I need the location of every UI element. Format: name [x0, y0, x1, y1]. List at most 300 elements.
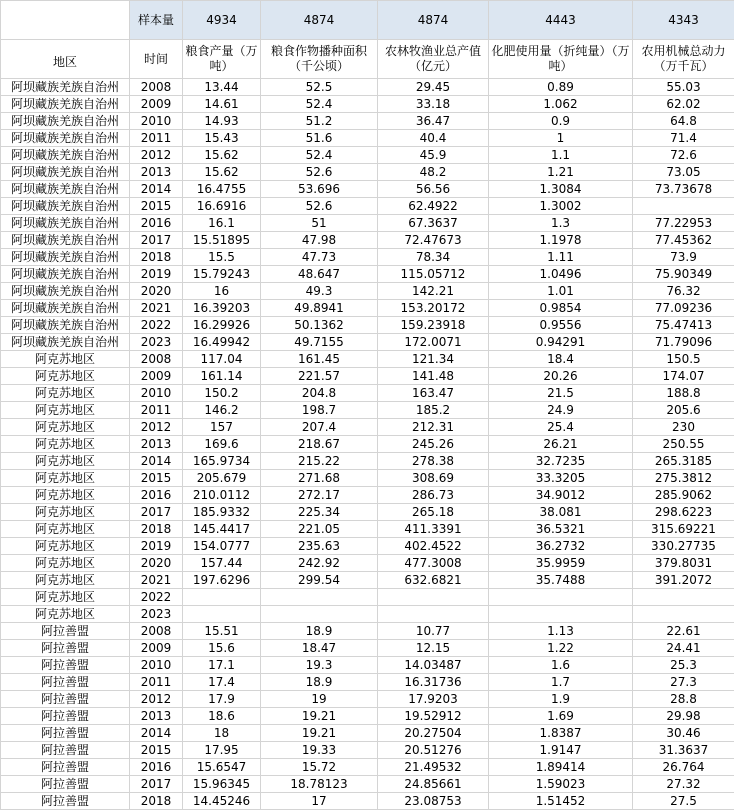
sown-area-cell[interactable]: 18.9 — [261, 623, 378, 640]
agri-output-value-cell[interactable]: 632.6821 — [378, 572, 489, 589]
agri-output-value-cell[interactable]: 10.77 — [378, 623, 489, 640]
grain-output-cell[interactable]: 15.79243 — [183, 266, 261, 283]
sown-area-cell[interactable]: 161.45 — [261, 351, 378, 368]
agri-output-value-cell[interactable]: 411.3391 — [378, 521, 489, 538]
agri-output-value-cell[interactable]: 17.9203 — [378, 691, 489, 708]
sown-area-cell[interactable]: 198.7 — [261, 402, 378, 419]
header-grain-output[interactable]: 粮食产量（万吨） — [183, 40, 261, 79]
agri-output-value-cell[interactable]: 78.34 — [378, 249, 489, 266]
year-cell[interactable]: 2018 — [130, 793, 183, 810]
sown-area-cell[interactable]: 242.92 — [261, 555, 378, 572]
machinery-power-cell[interactable]: 25.3 — [633, 657, 734, 674]
agri-output-value-cell[interactable]: 185.2 — [378, 402, 489, 419]
year-cell[interactable]: 2022 — [130, 589, 183, 606]
agri-output-value-cell[interactable]: 477.3008 — [378, 555, 489, 572]
grain-output-cell[interactable]: 16.6916 — [183, 198, 261, 215]
sown-area-cell[interactable]: 19.21 — [261, 725, 378, 742]
grain-output-cell[interactable]: 154.0777 — [183, 538, 261, 555]
agri-output-value-cell[interactable]: 21.49532 — [378, 759, 489, 776]
year-cell[interactable]: 2011 — [130, 130, 183, 147]
region-cell[interactable]: 阿拉善盟 — [1, 657, 130, 674]
grain-output-cell[interactable]: 15.6 — [183, 640, 261, 657]
year-cell[interactable]: 2022 — [130, 317, 183, 334]
sown-area-cell[interactable]: 49.7155 — [261, 334, 378, 351]
sown-area-cell[interactable]: 19.3 — [261, 657, 378, 674]
year-cell[interactable]: 2010 — [130, 385, 183, 402]
machinery-power-cell[interactable]: 71.4 — [633, 130, 734, 147]
machinery-power-cell[interactable]: 205.6 — [633, 402, 734, 419]
agri-output-value-cell[interactable]: 286.73 — [378, 487, 489, 504]
region-cell[interactable]: 阿坝藏族羌族自治州 — [1, 300, 130, 317]
region-cell[interactable]: 阿拉善盟 — [1, 691, 130, 708]
sown-area-cell[interactable]: 50.1362 — [261, 317, 378, 334]
fertilizer-cell[interactable]: 1.11 — [489, 249, 633, 266]
region-cell[interactable]: 阿克苏地区 — [1, 487, 130, 504]
year-cell[interactable]: 2013 — [130, 436, 183, 453]
region-cell[interactable]: 阿坝藏族羌族自治州 — [1, 249, 130, 266]
fertilizer-cell[interactable]: 1.89414 — [489, 759, 633, 776]
fertilizer-cell[interactable]: 24.9 — [489, 402, 633, 419]
grain-output-cell[interactable]: 197.6296 — [183, 572, 261, 589]
grain-output-cell[interactable]: 157 — [183, 419, 261, 436]
region-cell[interactable]: 阿坝藏族羌族自治州 — [1, 266, 130, 283]
agri-output-value-cell[interactable]: 12.15 — [378, 640, 489, 657]
sample-count-fertilizer[interactable]: 4443 — [489, 1, 633, 40]
year-cell[interactable]: 2021 — [130, 572, 183, 589]
grain-output-cell[interactable]: 16 — [183, 283, 261, 300]
year-cell[interactable]: 2015 — [130, 742, 183, 759]
machinery-power-cell[interactable]: 55.03 — [633, 79, 734, 96]
year-cell[interactable]: 2012 — [130, 147, 183, 164]
region-cell[interactable]: 阿克苏地区 — [1, 589, 130, 606]
machinery-power-cell[interactable] — [633, 589, 734, 606]
grain-output-cell[interactable]: 205.679 — [183, 470, 261, 487]
sown-area-cell[interactable]: 53.696 — [261, 181, 378, 198]
fertilizer-cell[interactable]: 0.9854 — [489, 300, 633, 317]
region-cell[interactable]: 阿坝藏族羌族自治州 — [1, 79, 130, 96]
sown-area-cell[interactable] — [261, 606, 378, 623]
agri-output-value-cell[interactable]: 265.18 — [378, 504, 489, 521]
machinery-power-cell[interactable]: 22.61 — [633, 623, 734, 640]
fertilizer-cell[interactable]: 1.01 — [489, 283, 633, 300]
machinery-power-cell[interactable]: 230 — [633, 419, 734, 436]
year-cell[interactable]: 2014 — [130, 181, 183, 198]
machinery-power-cell[interactable]: 315.69221 — [633, 521, 734, 538]
fertilizer-cell[interactable] — [489, 606, 633, 623]
sown-area-cell[interactable]: 299.54 — [261, 572, 378, 589]
sown-area-cell[interactable]: 51.2 — [261, 113, 378, 130]
grain-output-cell[interactable]: 17.1 — [183, 657, 261, 674]
machinery-power-cell[interactable] — [633, 606, 734, 623]
sown-area-cell[interactable]: 271.68 — [261, 470, 378, 487]
year-cell[interactable]: 2016 — [130, 215, 183, 232]
grain-output-cell[interactable]: 18 — [183, 725, 261, 742]
fertilizer-cell[interactable]: 1.0496 — [489, 266, 633, 283]
region-cell[interactable]: 阿拉善盟 — [1, 793, 130, 810]
fertilizer-cell[interactable]: 0.94291 — [489, 334, 633, 351]
grain-output-cell[interactable]: 210.0112 — [183, 487, 261, 504]
agri-output-value-cell[interactable]: 163.47 — [378, 385, 489, 402]
sample-count-machinery-power[interactable]: 4343 — [633, 1, 734, 40]
region-cell[interactable]: 阿克苏地区 — [1, 385, 130, 402]
machinery-power-cell[interactable]: 73.73678 — [633, 181, 734, 198]
agri-output-value-cell[interactable]: 172.0071 — [378, 334, 489, 351]
machinery-power-cell[interactable]: 330.27735 — [633, 538, 734, 555]
year-cell[interactable]: 2010 — [130, 657, 183, 674]
agri-output-value-cell[interactable]: 19.52912 — [378, 708, 489, 725]
year-cell[interactable]: 2018 — [130, 249, 183, 266]
fertilizer-cell[interactable]: 26.21 — [489, 436, 633, 453]
agri-output-value-cell[interactable]: 308.69 — [378, 470, 489, 487]
fertilizer-cell[interactable]: 1.3002 — [489, 198, 633, 215]
header-agri-output-value[interactable]: 农林牧渔业总产值（亿元） — [378, 40, 489, 79]
grain-output-cell[interactable]: 161.14 — [183, 368, 261, 385]
fertilizer-cell[interactable]: 1.6 — [489, 657, 633, 674]
header-region[interactable]: 地区 — [1, 40, 130, 79]
machinery-power-cell[interactable]: 73.9 — [633, 249, 734, 266]
machinery-power-cell[interactable]: 298.6223 — [633, 504, 734, 521]
grain-output-cell[interactable]: 14.45246 — [183, 793, 261, 810]
agri-output-value-cell[interactable]: 20.27504 — [378, 725, 489, 742]
year-cell[interactable]: 2017 — [130, 504, 183, 521]
sown-area-cell[interactable]: 215.22 — [261, 453, 378, 470]
sown-area-cell[interactable]: 15.72 — [261, 759, 378, 776]
agri-output-value-cell[interactable]: 29.45 — [378, 79, 489, 96]
sample-count-agri-output-value[interactable]: 4874 — [378, 1, 489, 40]
grain-output-cell[interactable] — [183, 589, 261, 606]
region-cell[interactable]: 阿坝藏族羌族自治州 — [1, 232, 130, 249]
fertilizer-cell[interactable]: 18.4 — [489, 351, 633, 368]
region-cell[interactable]: 阿坝藏族羌族自治州 — [1, 334, 130, 351]
agri-output-value-cell[interactable]: 141.48 — [378, 368, 489, 385]
region-cell[interactable]: 阿坝藏族羌族自治州 — [1, 130, 130, 147]
fertilizer-cell[interactable] — [489, 589, 633, 606]
header-year[interactable]: 时间 — [130, 40, 183, 79]
grain-output-cell[interactable]: 16.49942 — [183, 334, 261, 351]
fertilizer-cell[interactable]: 1.13 — [489, 623, 633, 640]
year-cell[interactable]: 2019 — [130, 538, 183, 555]
year-cell[interactable]: 2015 — [130, 198, 183, 215]
year-cell[interactable]: 2013 — [130, 164, 183, 181]
header-fertilizer[interactable]: 化肥使用量（折纯量）（万吨） — [489, 40, 633, 79]
machinery-power-cell[interactable]: 75.90349 — [633, 266, 734, 283]
machinery-power-cell[interactable]: 24.41 — [633, 640, 734, 657]
sown-area-cell[interactable]: 47.73 — [261, 249, 378, 266]
agri-output-value-cell[interactable]: 36.47 — [378, 113, 489, 130]
sown-area-cell[interactable]: 19 — [261, 691, 378, 708]
grain-output-cell[interactable]: 17.95 — [183, 742, 261, 759]
region-cell[interactable]: 阿克苏地区 — [1, 419, 130, 436]
fertilizer-cell[interactable]: 1.9 — [489, 691, 633, 708]
grain-output-cell[interactable]: 16.39203 — [183, 300, 261, 317]
machinery-power-cell[interactable]: 28.8 — [633, 691, 734, 708]
year-cell[interactable]: 2016 — [130, 487, 183, 504]
machinery-power-cell[interactable]: 275.3812 — [633, 470, 734, 487]
machinery-power-cell[interactable]: 174.07 — [633, 368, 734, 385]
fertilizer-cell[interactable]: 1.21 — [489, 164, 633, 181]
fertilizer-cell[interactable]: 38.081 — [489, 504, 633, 521]
sown-area-cell[interactable] — [261, 589, 378, 606]
sown-area-cell[interactable]: 47.98 — [261, 232, 378, 249]
year-cell[interactable]: 2008 — [130, 79, 183, 96]
machinery-power-cell[interactable]: 27.5 — [633, 793, 734, 810]
fertilizer-cell[interactable]: 35.9959 — [489, 555, 633, 572]
grain-output-cell[interactable]: 150.2 — [183, 385, 261, 402]
fertilizer-cell[interactable]: 1.8387 — [489, 725, 633, 742]
sown-area-cell[interactable]: 49.8941 — [261, 300, 378, 317]
fertilizer-cell[interactable]: 1.51452 — [489, 793, 633, 810]
sown-area-cell[interactable]: 225.34 — [261, 504, 378, 521]
sown-area-cell[interactable]: 19.21 — [261, 708, 378, 725]
agri-output-value-cell[interactable]: 153.20172 — [378, 300, 489, 317]
region-cell[interactable]: 阿克苏地区 — [1, 368, 130, 385]
region-cell[interactable]: 阿拉善盟 — [1, 674, 130, 691]
machinery-power-cell[interactable]: 27.3 — [633, 674, 734, 691]
machinery-power-cell[interactable]: 29.98 — [633, 708, 734, 725]
fertilizer-cell[interactable]: 20.26 — [489, 368, 633, 385]
grain-output-cell[interactable]: 15.43 — [183, 130, 261, 147]
year-cell[interactable]: 2014 — [130, 453, 183, 470]
agri-output-value-cell[interactable]: 115.05712 — [378, 266, 489, 283]
grain-output-cell[interactable]: 15.62 — [183, 164, 261, 181]
year-cell[interactable]: 2009 — [130, 640, 183, 657]
region-cell[interactable]: 阿坝藏族羌族自治州 — [1, 198, 130, 215]
agri-output-value-cell[interactable]: 23.08753 — [378, 793, 489, 810]
machinery-power-cell[interactable]: 30.46 — [633, 725, 734, 742]
region-cell[interactable]: 阿克苏地区 — [1, 504, 130, 521]
machinery-power-cell[interactable]: 27.32 — [633, 776, 734, 793]
fertilizer-cell[interactable]: 1.22 — [489, 640, 633, 657]
grain-output-cell[interactable]: 15.96345 — [183, 776, 261, 793]
machinery-power-cell[interactable]: 72.6 — [633, 147, 734, 164]
fertilizer-cell[interactable]: 0.89 — [489, 79, 633, 96]
grain-output-cell[interactable]: 185.9332 — [183, 504, 261, 521]
region-cell[interactable]: 阿坝藏族羌族自治州 — [1, 283, 130, 300]
agri-output-value-cell[interactable]: 48.2 — [378, 164, 489, 181]
agri-output-value-cell[interactable]: 121.34 — [378, 351, 489, 368]
grain-output-cell[interactable]: 16.1 — [183, 215, 261, 232]
year-cell[interactable]: 2012 — [130, 691, 183, 708]
machinery-power-cell[interactable]: 77.09236 — [633, 300, 734, 317]
agri-output-value-cell[interactable]: 159.23918 — [378, 317, 489, 334]
fertilizer-cell[interactable]: 36.2732 — [489, 538, 633, 555]
machinery-power-cell[interactable]: 150.5 — [633, 351, 734, 368]
region-cell[interactable]: 阿拉善盟 — [1, 742, 130, 759]
sown-area-cell[interactable]: 49.3 — [261, 283, 378, 300]
grain-output-cell[interactable]: 14.93 — [183, 113, 261, 130]
fertilizer-cell[interactable]: 1.7 — [489, 674, 633, 691]
region-cell[interactable]: 阿克苏地区 — [1, 606, 130, 623]
year-cell[interactable]: 2021 — [130, 300, 183, 317]
region-cell[interactable]: 阿拉善盟 — [1, 725, 130, 742]
fertilizer-cell[interactable]: 1.69 — [489, 708, 633, 725]
grain-output-cell[interactable]: 17.4 — [183, 674, 261, 691]
year-cell[interactable]: 2011 — [130, 674, 183, 691]
year-cell[interactable]: 2016 — [130, 759, 183, 776]
machinery-power-cell[interactable]: 391.2072 — [633, 572, 734, 589]
year-cell[interactable]: 2015 — [130, 470, 183, 487]
fertilizer-cell[interactable]: 1.3 — [489, 215, 633, 232]
region-cell[interactable]: 阿克苏地区 — [1, 470, 130, 487]
fertilizer-cell[interactable]: 1.9147 — [489, 742, 633, 759]
machinery-power-cell[interactable]: 188.8 — [633, 385, 734, 402]
sample-count-grain-output[interactable]: 4934 — [183, 1, 261, 40]
machinery-power-cell[interactable]: 31.3637 — [633, 742, 734, 759]
agri-output-value-cell[interactable]: 16.31736 — [378, 674, 489, 691]
header-machinery-power[interactable]: 农用机械总动力（万千瓦） — [633, 40, 734, 79]
year-cell[interactable]: 2019 — [130, 266, 183, 283]
year-cell[interactable]: 2011 — [130, 402, 183, 419]
machinery-power-cell[interactable]: 62.02 — [633, 96, 734, 113]
fertilizer-cell[interactable]: 32.7235 — [489, 453, 633, 470]
region-cell[interactable]: 阿拉善盟 — [1, 623, 130, 640]
grain-output-cell[interactable]: 17.9 — [183, 691, 261, 708]
agri-output-value-cell[interactable]: 245.26 — [378, 436, 489, 453]
agri-output-value-cell[interactable]: 33.18 — [378, 96, 489, 113]
fertilizer-cell[interactable]: 36.5321 — [489, 521, 633, 538]
fertilizer-cell[interactable]: 25.4 — [489, 419, 633, 436]
agri-output-value-cell[interactable]: 20.51276 — [378, 742, 489, 759]
year-cell[interactable]: 2020 — [130, 555, 183, 572]
year-cell[interactable]: 2020 — [130, 283, 183, 300]
agri-output-value-cell[interactable]: 62.4922 — [378, 198, 489, 215]
header-sown-area[interactable]: 粮食作物播种面积（千公顷） — [261, 40, 378, 79]
region-cell[interactable]: 阿克苏地区 — [1, 521, 130, 538]
region-cell[interactable]: 阿坝藏族羌族自治州 — [1, 164, 130, 181]
grain-output-cell[interactable]: 146.2 — [183, 402, 261, 419]
agri-output-value-cell[interactable]: 14.03487 — [378, 657, 489, 674]
grain-output-cell[interactable]: 157.44 — [183, 555, 261, 572]
agri-output-value-cell[interactable]: 45.9 — [378, 147, 489, 164]
agri-output-value-cell[interactable]: 402.4522 — [378, 538, 489, 555]
machinery-power-cell[interactable]: 26.764 — [633, 759, 734, 776]
grain-output-cell[interactable]: 145.4417 — [183, 521, 261, 538]
blank-cell[interactable] — [1, 1, 130, 40]
sown-area-cell[interactable]: 204.8 — [261, 385, 378, 402]
year-cell[interactable]: 2023 — [130, 334, 183, 351]
fertilizer-cell[interactable]: 1.1 — [489, 147, 633, 164]
year-cell[interactable]: 2017 — [130, 232, 183, 249]
sample-count-sown-area[interactable]: 4874 — [261, 1, 378, 40]
year-cell[interactable]: 2009 — [130, 96, 183, 113]
region-cell[interactable]: 阿克苏地区 — [1, 436, 130, 453]
sown-area-cell[interactable]: 18.47 — [261, 640, 378, 657]
region-cell[interactable]: 阿克苏地区 — [1, 453, 130, 470]
grain-output-cell[interactable]: 117.04 — [183, 351, 261, 368]
machinery-power-cell[interactable]: 76.32 — [633, 283, 734, 300]
machinery-power-cell[interactable]: 77.45362 — [633, 232, 734, 249]
sown-area-cell[interactable]: 18.9 — [261, 674, 378, 691]
region-cell[interactable]: 阿克苏地区 — [1, 351, 130, 368]
sown-area-cell[interactable]: 52.6 — [261, 198, 378, 215]
agri-output-value-cell[interactable] — [378, 589, 489, 606]
grain-output-cell[interactable]: 15.5 — [183, 249, 261, 266]
sown-area-cell[interactable]: 218.67 — [261, 436, 378, 453]
sown-area-cell[interactable]: 52.5 — [261, 79, 378, 96]
year-cell[interactable]: 2018 — [130, 521, 183, 538]
year-cell[interactable]: 2014 — [130, 725, 183, 742]
sown-area-cell[interactable]: 221.05 — [261, 521, 378, 538]
grain-output-cell[interactable]: 15.51 — [183, 623, 261, 640]
agri-output-value-cell[interactable] — [378, 606, 489, 623]
year-cell[interactable]: 2023 — [130, 606, 183, 623]
grain-output-cell[interactable] — [183, 606, 261, 623]
year-cell[interactable]: 2012 — [130, 419, 183, 436]
machinery-power-cell[interactable]: 73.05 — [633, 164, 734, 181]
machinery-power-cell[interactable] — [633, 198, 734, 215]
fertilizer-cell[interactable]: 1.1978 — [489, 232, 633, 249]
year-cell[interactable]: 2013 — [130, 708, 183, 725]
machinery-power-cell[interactable]: 71.79096 — [633, 334, 734, 351]
fertilizer-cell[interactable]: 33.3205 — [489, 470, 633, 487]
fertilizer-cell[interactable]: 34.9012 — [489, 487, 633, 504]
sown-area-cell[interactable]: 51 — [261, 215, 378, 232]
region-cell[interactable]: 阿坝藏族羌族自治州 — [1, 147, 130, 164]
region-cell[interactable]: 阿拉善盟 — [1, 640, 130, 657]
region-cell[interactable]: 阿克苏地区 — [1, 538, 130, 555]
machinery-power-cell[interactable]: 64.8 — [633, 113, 734, 130]
fertilizer-cell[interactable]: 35.7488 — [489, 572, 633, 589]
sown-area-cell[interactable]: 272.17 — [261, 487, 378, 504]
grain-output-cell[interactable]: 18.6 — [183, 708, 261, 725]
region-cell[interactable]: 阿坝藏族羌族自治州 — [1, 96, 130, 113]
fertilizer-cell[interactable]: 1.3084 — [489, 181, 633, 198]
region-cell[interactable]: 阿拉善盟 — [1, 776, 130, 793]
agri-output-value-cell[interactable]: 142.21 — [378, 283, 489, 300]
grain-output-cell[interactable]: 169.6 — [183, 436, 261, 453]
sown-area-cell[interactable]: 18.78123 — [261, 776, 378, 793]
sample-size-label[interactable]: 样本量 — [130, 1, 183, 40]
region-cell[interactable]: 阿坝藏族羌族自治州 — [1, 317, 130, 334]
sown-area-cell[interactable]: 207.4 — [261, 419, 378, 436]
year-cell[interactable]: 2010 — [130, 113, 183, 130]
fertilizer-cell[interactable]: 21.5 — [489, 385, 633, 402]
grain-output-cell[interactable]: 16.29926 — [183, 317, 261, 334]
machinery-power-cell[interactable]: 77.22953 — [633, 215, 734, 232]
region-cell[interactable]: 阿克苏地区 — [1, 555, 130, 572]
fertilizer-cell[interactable]: 0.9 — [489, 113, 633, 130]
agri-output-value-cell[interactable]: 67.3637 — [378, 215, 489, 232]
sown-area-cell[interactable]: 51.6 — [261, 130, 378, 147]
sown-area-cell[interactable]: 52.6 — [261, 164, 378, 181]
machinery-power-cell[interactable]: 250.55 — [633, 436, 734, 453]
agri-output-value-cell[interactable]: 278.38 — [378, 453, 489, 470]
agri-output-value-cell[interactable]: 56.56 — [378, 181, 489, 198]
region-cell[interactable]: 阿克苏地区 — [1, 402, 130, 419]
machinery-power-cell[interactable]: 379.8031 — [633, 555, 734, 572]
fertilizer-cell[interactable]: 0.9556 — [489, 317, 633, 334]
region-cell[interactable]: 阿拉善盟 — [1, 759, 130, 776]
fertilizer-cell[interactable]: 1 — [489, 130, 633, 147]
region-cell[interactable]: 阿坝藏族羌族自治州 — [1, 113, 130, 130]
agri-output-value-cell[interactable]: 72.47673 — [378, 232, 489, 249]
machinery-power-cell[interactable]: 75.47413 — [633, 317, 734, 334]
machinery-power-cell[interactable]: 265.3185 — [633, 453, 734, 470]
sown-area-cell[interactable]: 235.63 — [261, 538, 378, 555]
agri-output-value-cell[interactable]: 212.31 — [378, 419, 489, 436]
grain-output-cell[interactable]: 165.9734 — [183, 453, 261, 470]
fertilizer-cell[interactable]: 1.062 — [489, 96, 633, 113]
sown-area-cell[interactable]: 52.4 — [261, 96, 378, 113]
sown-area-cell[interactable]: 52.4 — [261, 147, 378, 164]
year-cell[interactable]: 2008 — [130, 351, 183, 368]
sown-area-cell[interactable]: 17 — [261, 793, 378, 810]
sown-area-cell[interactable]: 19.33 — [261, 742, 378, 759]
grain-output-cell[interactable]: 16.4755 — [183, 181, 261, 198]
sown-area-cell[interactable]: 48.647 — [261, 266, 378, 283]
region-cell[interactable]: 阿克苏地区 — [1, 572, 130, 589]
agri-output-value-cell[interactable]: 24.85661 — [378, 776, 489, 793]
